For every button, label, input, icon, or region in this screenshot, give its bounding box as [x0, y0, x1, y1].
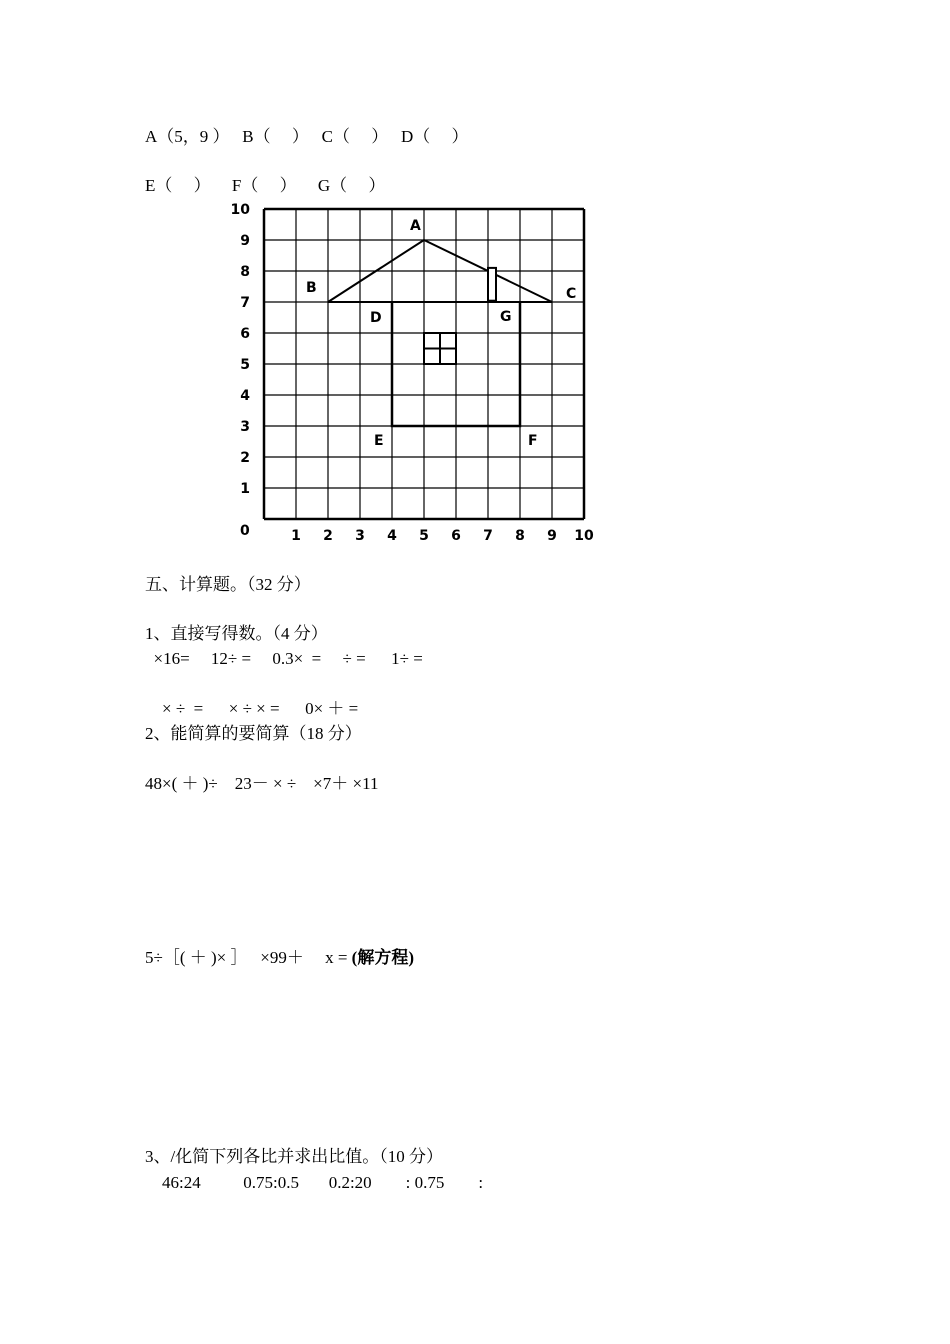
y-axis-tick-label: 4	[240, 388, 250, 404]
x-axis-tick-label: 1	[291, 528, 301, 544]
x-axis-tick-label: 6	[451, 528, 461, 544]
point-label-b: B	[306, 280, 317, 296]
x-axis-tick-label: 4	[387, 528, 397, 544]
y-axis-tick-label: 3	[240, 419, 250, 435]
point-label-a: A	[410, 218, 421, 234]
chimney	[488, 268, 496, 301]
y-axis-tick-label: 5	[240, 357, 250, 373]
coords-line-1: A（5，9 ） B（ ） C（ ） D（ ）	[145, 127, 469, 146]
coords-line-2: E（ ） F（ ） G（ ）	[145, 176, 386, 195]
x-axis-tick-label: 3	[355, 528, 365, 544]
point-label-c: C	[566, 286, 577, 302]
y-axis-tick-label: 2	[240, 450, 250, 466]
x-axis-tick-label: 7	[483, 528, 493, 544]
y-axis-tick-label: 10	[230, 202, 250, 218]
axis-label-origin: 0	[240, 523, 250, 539]
y-axis-tick-label: 1	[240, 481, 250, 497]
point-label-g: G	[500, 309, 512, 325]
q2-row-1: 48×( ＋ )÷ 23－ × ÷ ×7＋ ×11	[145, 774, 379, 793]
q2-row-2-text: 5÷［( ＋ )× ］ ×99＋ x =	[145, 948, 352, 967]
q2-title: 2、能简算的要简算（18 分）	[145, 724, 362, 743]
y-axis-tick-label: 8	[240, 264, 250, 280]
x-axis-tick-label: 5	[419, 528, 429, 544]
point-label-f: F	[528, 433, 538, 449]
y-axis-tick-label: 9	[240, 233, 250, 249]
y-axis-tick-label: 7	[240, 295, 250, 311]
q1-row-1: ×16= 12÷ = 0.3× = ÷ = 1÷ =	[145, 649, 423, 668]
x-axis-tick-label: 8	[515, 528, 525, 544]
axis-labels	[231, 202, 594, 544]
coordinate-grid-figure	[225, 198, 605, 550]
q1-row-2: × ÷ = × ÷ × = 0× ＋ =	[145, 699, 359, 718]
q3-title: 3、/化简下列各比并求出比值。（10 分）	[145, 1147, 443, 1166]
x-axis-tick-label: 9	[547, 528, 557, 544]
section5-heading: 五、计算题。（32 分）	[145, 575, 311, 594]
point-label-d: D	[370, 310, 382, 326]
x-axis-tick-label: 2	[323, 528, 333, 544]
y-axis-tick-label: 6	[240, 326, 250, 342]
q1-title: 1、直接写得数。（4 分）	[145, 624, 328, 643]
point-label-e: E	[374, 433, 384, 449]
x-axis-tick-label: 10	[574, 528, 594, 544]
q3-row: 46:24 0.75:0.5 0.2:20 : 0.75 :	[145, 1173, 484, 1192]
q2-row-2-bold: (解方程)	[351, 948, 414, 967]
q2-row-2	[145, 948, 414, 968]
